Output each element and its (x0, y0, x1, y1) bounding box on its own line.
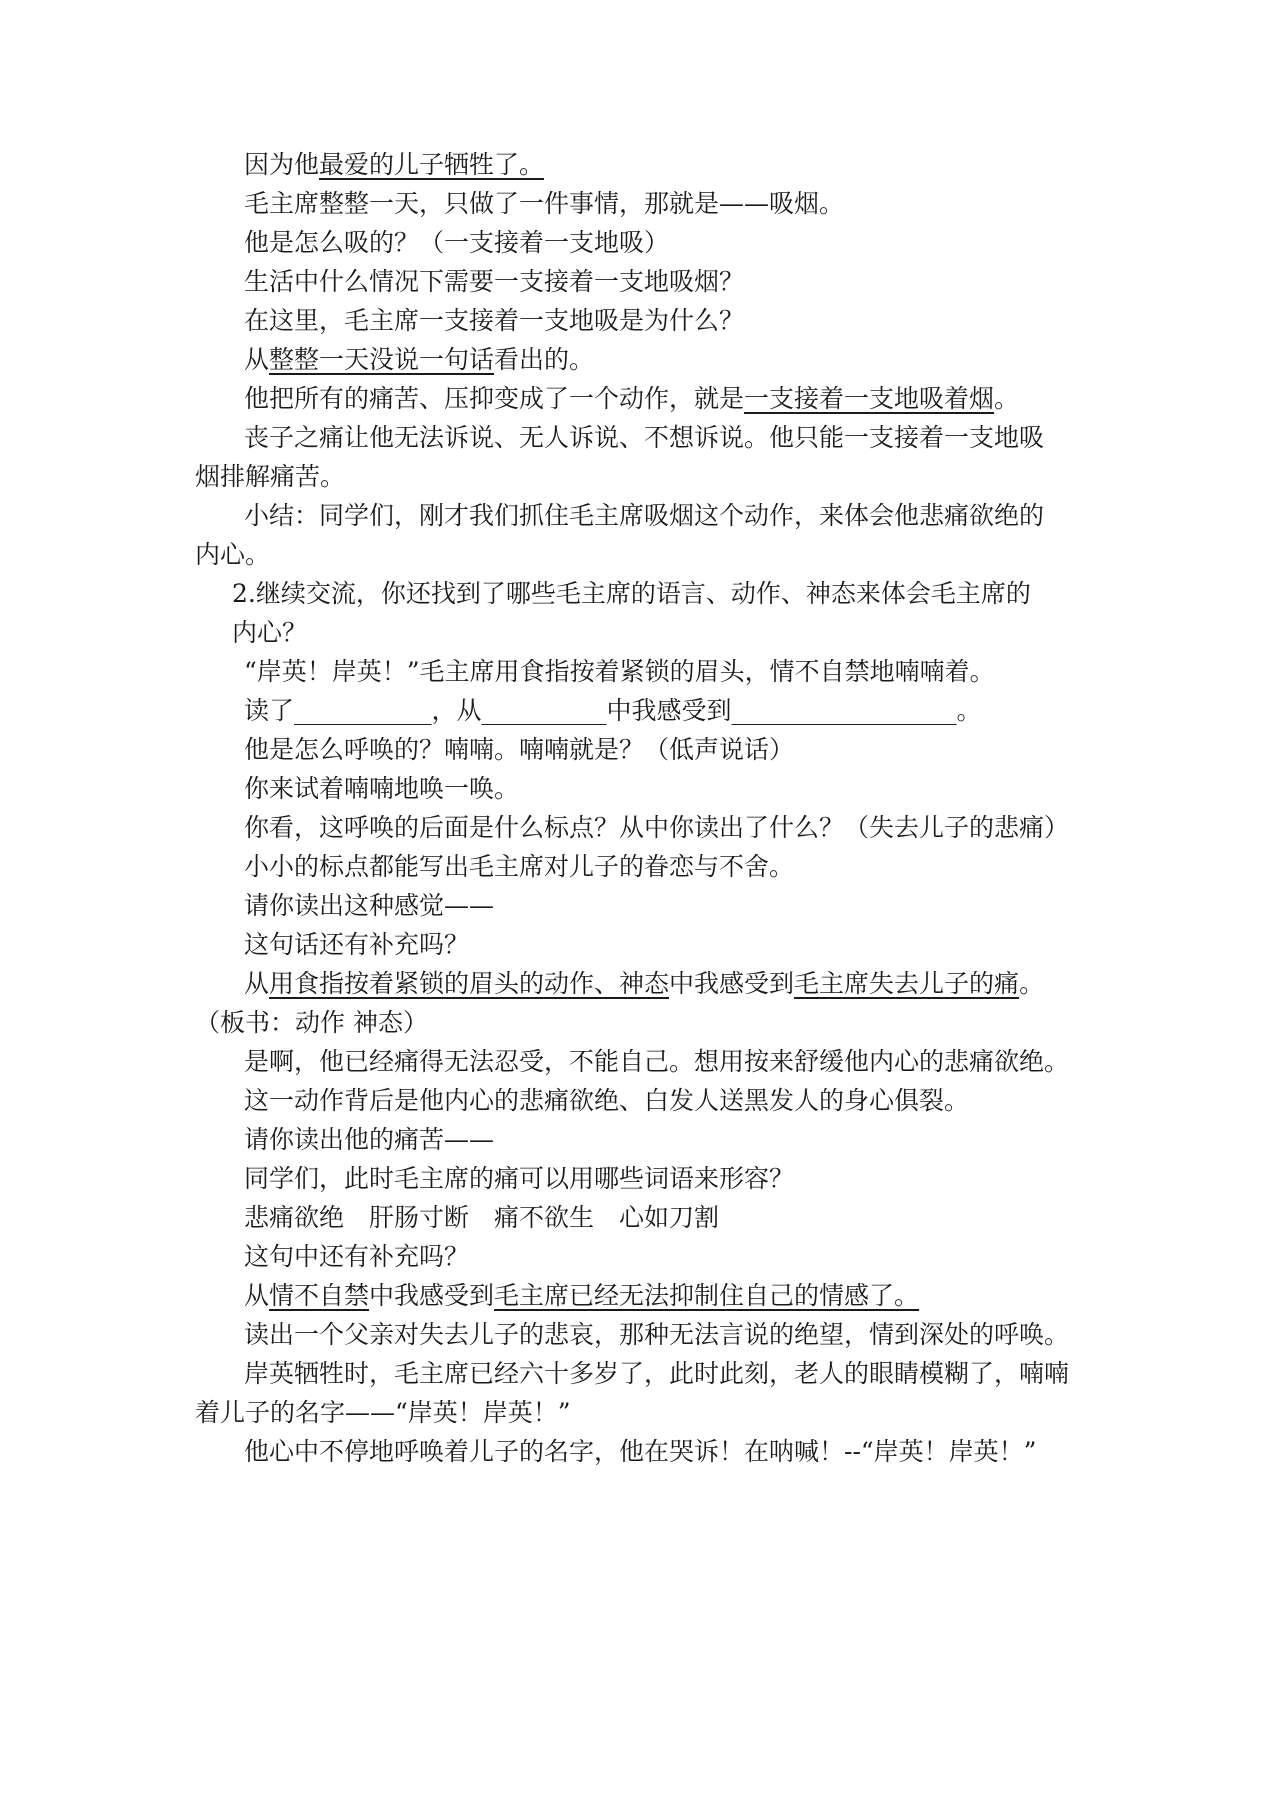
text-run: 中我感受到 (369, 1281, 495, 1310)
text-line: 烟排解痛苦。 (195, 462, 346, 491)
text-line: 丧子之痛让他无法诉说、无人诉说、不想诉说。他只能一支接着一支地吸 (244, 423, 1045, 452)
underlined-text: 毛主席已经无法抑制住自己的情感了。 (494, 1281, 920, 1310)
text-run: 看出的。 (494, 345, 595, 374)
text-line: 内心？ (232, 618, 308, 647)
text-run: 中我感受到 (669, 969, 795, 998)
text-line: 读出一个父亲对失去儿子的悲哀，那种无法言说的绝望，情到深处的呼唤。 (244, 1320, 1070, 1349)
text-line: 毛主席整整一天，只做了一件事情，那就是——吸烟。 (244, 189, 845, 218)
text-run: 因为他 (244, 150, 320, 179)
text-line: 在这里，毛主席一支接着一支地吸是为什么？ (244, 306, 745, 335)
text-run: 。 (1019, 969, 1045, 998)
text-line: 你来试着喃喃地唤一唤。 (244, 774, 520, 803)
text-run: 从 (244, 969, 270, 998)
text-line: （板书：动作 神态） (195, 1008, 428, 1037)
underlined-text: 一支接着一支地吸着烟 (744, 384, 995, 413)
text-line: 他是怎么吸的？（一支接着一支地吸） (244, 228, 670, 257)
text-line (244, 379, 1019, 419)
text-line (244, 145, 544, 185)
text-line: 这句中还有补充吗？ (244, 1242, 470, 1271)
text-line (244, 1276, 919, 1316)
text-run: 从 (244, 1281, 270, 1310)
text-line: 小结：同学们，刚才我们抓住毛主席吸烟这个动作，来体会他悲痛欲绝的 (244, 501, 1045, 530)
text-run: 。 (994, 384, 1020, 413)
text-line: “岸英！岸英！”毛主席用食指按着紧锁的眉头，情不自禁地喃喃着。 (244, 657, 995, 686)
underlined-text: 毛主席失去儿子的痛 (794, 969, 1020, 998)
text-line: 请你读出他的痛苦—— (244, 1125, 495, 1154)
text-line: 请你读出这种感觉—— (244, 891, 495, 920)
text-line: 这一动作背后是他内心的悲痛欲绝、白发人送黑发人的身心俱裂。 (244, 1086, 970, 1115)
text-line: 着儿子的名字——“岸英！岸英！” (195, 1398, 571, 1427)
text-run: 他把所有的痛苦、压抑变成了一个动作，就是 (244, 384, 745, 413)
text-line: 小小的标点都能写出毛主席对儿子的眷恋与不舍。 (244, 852, 795, 881)
text-line: 悲痛欲绝 肝肠寸断 痛不欲生 心如刀割 (244, 1203, 720, 1232)
text-line (244, 964, 1044, 1004)
text-line: 他心中不停地呼唤着儿子的名字，他在哭诉！在呐喊！--“岸英！岸英！” (244, 1437, 1037, 1466)
text-run: 从 (244, 345, 270, 374)
text-line: 内心。 (195, 540, 271, 569)
underlined-text: 最爱的儿子牺牲了。 (319, 150, 545, 179)
text-line: 岸英牺牲时，毛主席已经六十多岁了，此时此刻，老人的眼睛模糊了，喃喃 (244, 1359, 1070, 1388)
text-line (244, 340, 594, 380)
text-line: 是啊，他已经痛得无法忍受，不能自己。想用按来舒缓他内心的悲痛欲绝。 (244, 1047, 1070, 1076)
text-line: 读了___________，从__________中我感受到__________________。 (244, 696, 982, 725)
underlined-text: 情不自禁 (269, 1281, 370, 1310)
text-line: 你看，这呼唤的后面是什么标点？从中你读出了什么？（失去儿子的悲痛） (244, 813, 1070, 842)
underlined-text: 整整一天没说一句话 (269, 345, 495, 374)
text-line: 生活中什么情况下需要一支接着一支地吸烟？ (244, 267, 745, 296)
text-line: 同学们，此时毛主席的痛可以用哪些词语来形容？ (244, 1164, 795, 1193)
text-line: 这句话还有补充吗？ (244, 930, 470, 959)
text-line: 2.继续交流，你还找到了哪些毛主席的语言、动作、神态来体会毛主席的 (232, 579, 1031, 608)
underlined-text: 用食指按着紧锁的眉头的动作、神态 (269, 969, 670, 998)
text-line: 他是怎么呼唤的？喃喃。喃喃就是？（低声说话） (244, 735, 795, 764)
